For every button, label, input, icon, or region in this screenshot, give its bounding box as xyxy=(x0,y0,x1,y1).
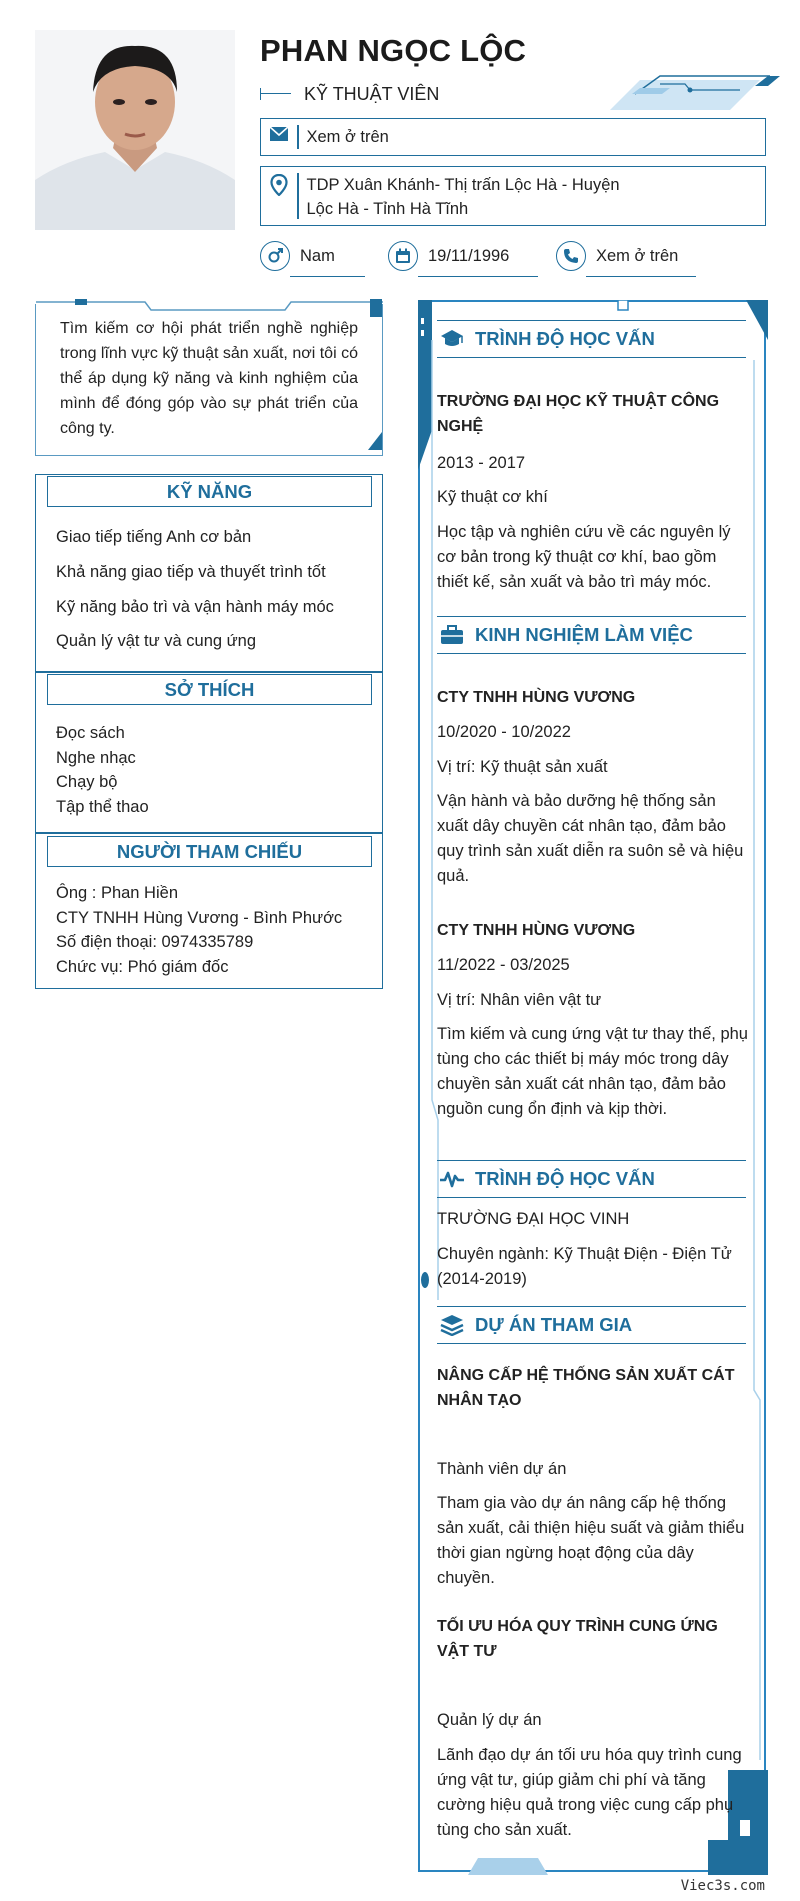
hobby-item: Nghe nhạc xyxy=(56,749,136,767)
job-title-row xyxy=(260,83,439,105)
skill-item: Khả năng giao tiếp và thuyết trình tốt xyxy=(56,563,326,581)
phone-field xyxy=(556,236,678,276)
project-name: NÂNG CẤP HỆ THỐNG SẢN XUẤT CÁT NHÂN TẠO xyxy=(437,1367,735,1409)
calendar-icon xyxy=(388,241,418,271)
gender-value: Nam xyxy=(300,246,335,265)
education2-school: TRƯỜNG ĐẠI HỌC VINH xyxy=(437,1210,630,1228)
projects-heading: DỰ ÁN THAM GIA xyxy=(475,1314,633,1335)
job-description: Tìm kiếm và cung ứng vật tư thay thế, phụ tùng cho các thiết bị máy móc trong dây chuyền sản xuất cát nhân tạo, đảm bảo nguồn cung ổn định và kịp thời. xyxy=(437,1025,748,1118)
skill-item: Quản lý vật tư và cung ứng xyxy=(56,632,257,650)
job-period: 11/2022 - 03/2025 xyxy=(437,956,570,974)
education-school: TRƯỜNG ĐẠI HỌC KỸ THUẬT CÔNG NGHỆ xyxy=(437,393,720,435)
job-title: KỸ THUẬT VIÊN xyxy=(304,83,440,104)
skills-heading: KỸ NĂNG xyxy=(47,476,372,507)
education2-heading-bar xyxy=(437,1160,746,1198)
address-line-1: TDP Xuân Khánh- Thị trấn Lộc Hà - Huyện xyxy=(306,176,620,194)
layers-icon xyxy=(437,1314,467,1336)
address-box xyxy=(260,166,766,226)
phone-value: Xem ở trên xyxy=(596,246,679,265)
education-description: Học tập và nghiên cứu về các nguyên lý cơ bản trong kỹ thuật cơ khí, bao gồm thiết kế, sản xuất và bảo trì máy móc. xyxy=(437,523,731,591)
gender-field xyxy=(260,236,335,276)
education-major: Kỹ thuật cơ khí xyxy=(437,488,548,506)
hobby-item: Tập thể thao xyxy=(56,798,149,816)
phone-underline xyxy=(586,276,696,277)
skill-item: Kỹ năng bảo trì và vận hành máy móc xyxy=(56,598,334,616)
education2-major: Chuyên ngành: Kỹ Thuật Điện - Điện Tử (2014-2019) xyxy=(437,1245,732,1288)
hobby-item: Đọc sách xyxy=(56,724,125,742)
hobby-item: Chạy bộ xyxy=(56,773,118,791)
email-box xyxy=(260,118,766,156)
references-heading: NGƯỜI THAM CHIẾU xyxy=(47,836,372,867)
career-objective-text: Tìm kiếm cơ hội phát triển nghề nghiệp trong lĩnh vực kỹ thuật sản xuất, nơi tôi có thể áp dụng kỹ năng và kinh nghiệm của mình để đóng góp vào sự phát triển của công ty. xyxy=(60,320,358,437)
project-description: Lãnh đạo dự án tối ưu hóa quy trình cung ứng vật tư, giúp giảm chi phí và tăng cường hiệu quả trong việc cung cấp phụ tùng cho sản xuất. xyxy=(437,1746,742,1839)
phone-icon xyxy=(556,241,586,271)
address-value xyxy=(299,167,628,227)
reference-item: CTY TNHH Hùng Vương - Bình Phước xyxy=(56,909,343,927)
education-heading: TRÌNH ĐỘ HỌC VẤN xyxy=(475,328,655,349)
gender-underline xyxy=(290,276,365,277)
job-description: Vận hành và bảo dưỡng hệ thống sản xuất dây chuyền cát nhân tạo, đảm bảo quy trình sản xuất diễn ra suôn sẻ và hiệu quả. xyxy=(437,792,744,885)
reference-item: Số điện thoại: 0974335789 xyxy=(56,933,254,951)
graduation-cap-icon xyxy=(437,329,467,349)
project-role: Thành viên dự án xyxy=(437,1460,567,1478)
title-line-decoration xyxy=(260,88,294,100)
email-value: Xem ở trên xyxy=(306,128,389,146)
experience-heading: KINH NGHIỆM LÀM VIỆC xyxy=(475,624,693,645)
envelope-icon xyxy=(261,119,297,142)
circuit-decoration xyxy=(540,72,780,114)
birthday-field xyxy=(388,236,509,276)
job-company: CTY TNHH HÙNG VƯƠNG xyxy=(437,922,636,939)
education-period: 2013 - 2017 xyxy=(437,454,526,472)
education-heading-bar xyxy=(437,320,746,358)
candidate-name: PHAN NGỌC LỘC xyxy=(260,33,527,68)
project-name: TỐI ƯU HÓA QUY TRÌNH CUNG ỨNG VẬT TƯ xyxy=(437,1618,718,1660)
experience-heading-bar xyxy=(437,616,746,654)
education2-heading: TRÌNH ĐỘ HỌC VẤN xyxy=(475,1168,655,1189)
reference-item: Chức vụ: Phó giám đốc xyxy=(56,958,229,976)
project-role: Quản lý dự án xyxy=(437,1711,542,1729)
hobbies-heading: SỞ THÍCH xyxy=(47,674,372,705)
job-period: 10/2020 - 10/2022 xyxy=(437,723,571,741)
reference-item: Ông : Phan Hiền xyxy=(56,884,178,902)
gender-icon xyxy=(260,241,290,271)
briefcase-icon xyxy=(437,625,467,645)
footer-watermark: Viec3s.com xyxy=(680,1878,765,1894)
objective-corner-mark xyxy=(368,432,382,450)
birthday-value: 19/11/1996 xyxy=(428,246,510,265)
section-divider xyxy=(36,832,382,834)
birthday-underline xyxy=(418,276,538,277)
section-divider xyxy=(36,671,382,673)
project-description: Tham gia vào dự án nâng cấp hệ thống sản xuất, cải thiện hiệu suất và giảm thiểu thời gian ngừng hoạt động của dây chuyền. xyxy=(437,1494,745,1587)
location-pin-icon xyxy=(261,167,297,196)
projects-heading-bar xyxy=(437,1306,746,1344)
profile-photo xyxy=(35,30,235,230)
skill-item: Giao tiếp tiếng Anh cơ bản xyxy=(56,528,252,546)
pulse-icon xyxy=(437,1169,467,1189)
left-info-column xyxy=(35,474,383,989)
job-position: Vị trí: Nhân viên vật tư xyxy=(437,991,602,1009)
job-position: Vị trí: Kỹ thuật sản xuất xyxy=(437,758,608,776)
job-company: CTY TNHH HÙNG VƯƠNG xyxy=(437,689,636,706)
address-line-2: Lộc Hà - Tỉnh Hà Tĩnh xyxy=(306,200,469,218)
